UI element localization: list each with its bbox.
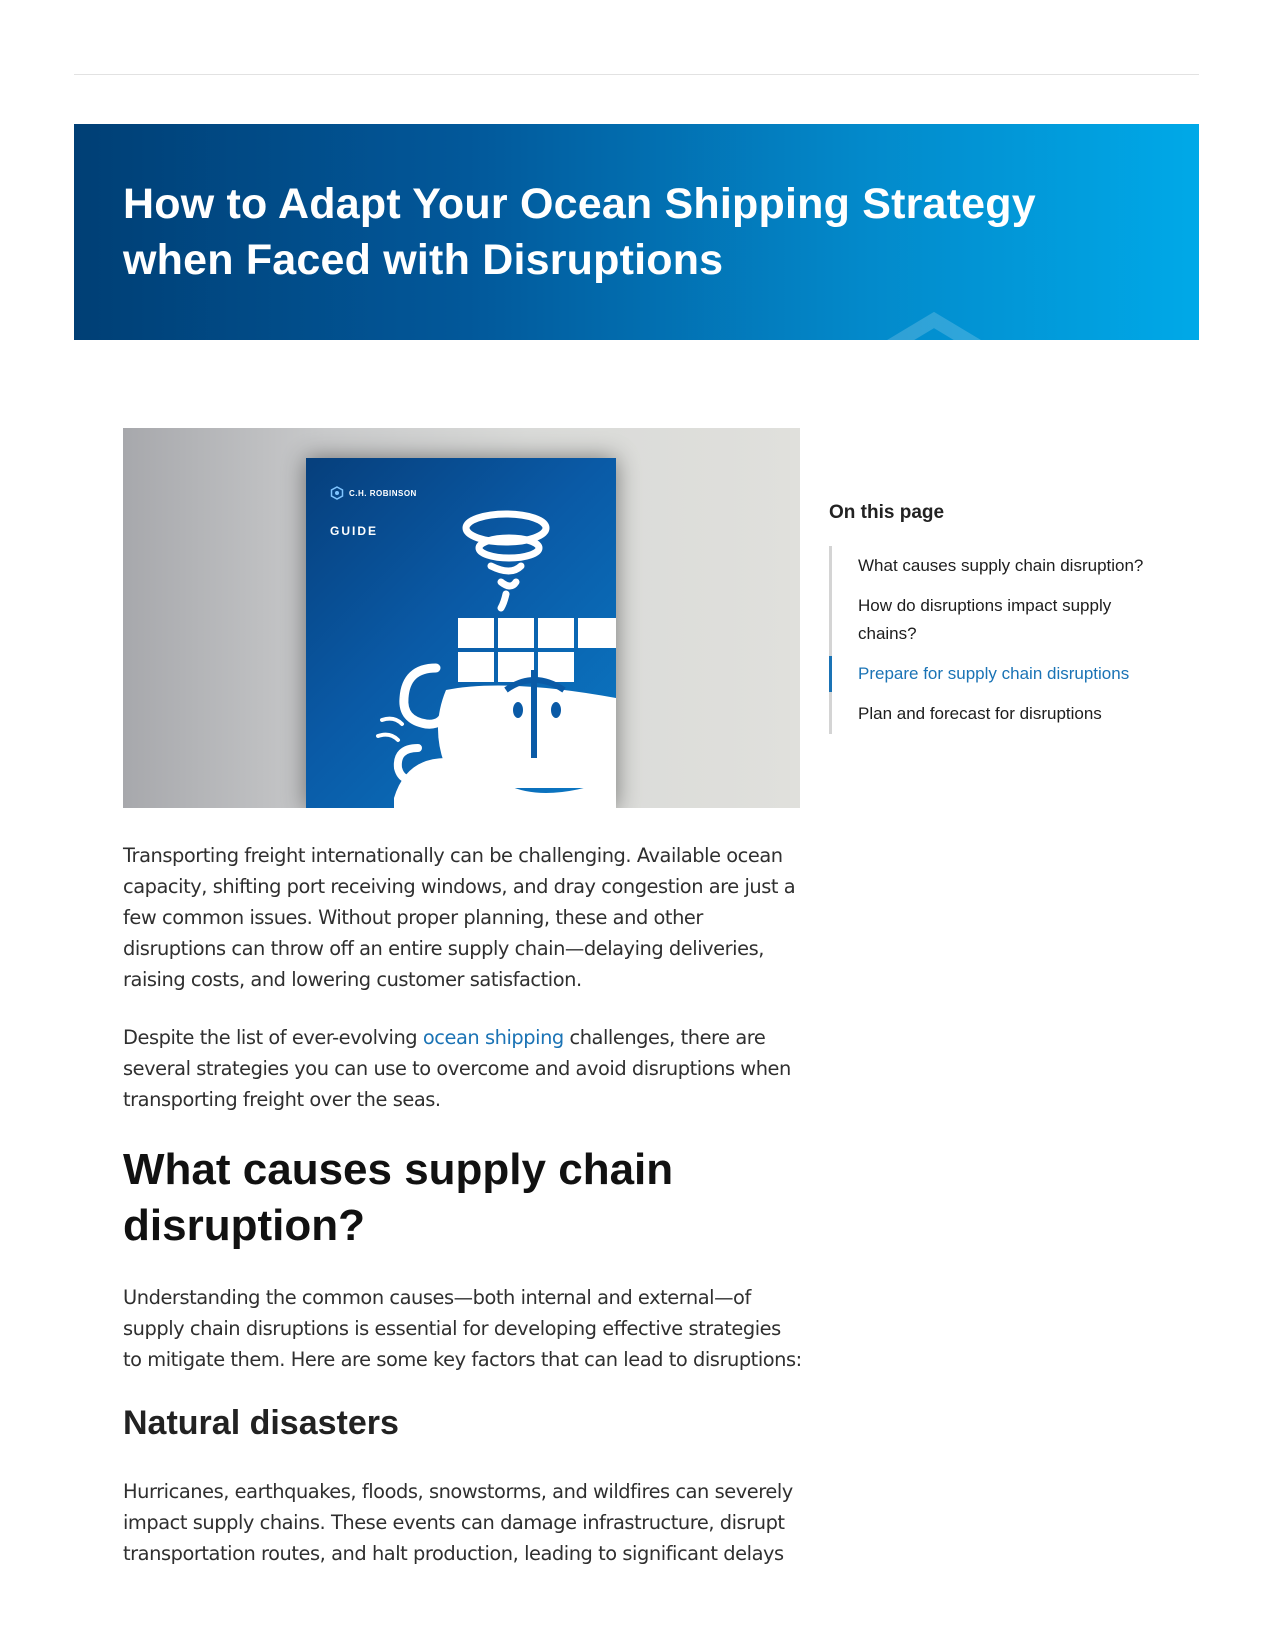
table-of-contents xyxy=(829,502,1169,734)
tornado-icon xyxy=(466,514,546,608)
toc-item-how-disruptions-impact[interactable]: How do disruptions impact supply chains? xyxy=(858,596,1112,643)
subheading-natural-disasters: Natural disasters xyxy=(123,1404,399,1442)
hero-banner xyxy=(74,124,1199,340)
section-heading-causes: What causes supply chain disruption? xyxy=(123,1145,674,1250)
strategies-paragraph xyxy=(123,1022,803,1115)
p2-text-after: challenges, there are several strategies you can use to overcome and avoid disruptions when transporting freight over the seas. xyxy=(123,1026,791,1111)
intro-paragraph-text: Transporting freight internationally can be challenging. Available ocean capacity, shifting port receiving windows, and dray congestion are just a few common issues. Without proper planning, these and other disruptions can throw off an entire supply chain—delaying deliveries, raising costs, and lowering customer satisfaction. xyxy=(123,844,796,991)
toc-list xyxy=(829,546,1169,734)
causes-paragraph xyxy=(123,1282,803,1375)
guide-illustration xyxy=(306,458,616,808)
toc-title: On this page xyxy=(829,502,945,523)
guide-label: GUIDE xyxy=(330,524,379,538)
ocean-shipping-link[interactable]: ocean shipping xyxy=(422,1026,564,1049)
toc-item-plan-forecast[interactable]: Plan and forecast for disruptions xyxy=(858,704,1102,723)
page-title: How to Adapt Your Ocean Shipping Strategy when Faced with Disruptions xyxy=(123,180,1036,284)
p2-text-before: Despite the list of ever-evolving xyxy=(123,1026,423,1049)
causes-paragraph-text: Understanding the common causes—both internal and external—of supply chain disruptions is essential for developing effective strategies to mitigate them. Here are some key factors that can lead to disruptions: xyxy=(123,1286,802,1371)
intro-paragraph xyxy=(123,840,803,995)
top-divider xyxy=(74,74,1199,75)
guide-book xyxy=(306,458,616,808)
brand-name: C.H. ROBINSON xyxy=(349,488,417,498)
natural-disasters-paragraph xyxy=(123,1476,813,1569)
strategies-paragraph-text xyxy=(123,1022,803,1115)
natural-disasters-paragraph-text: Hurricanes, earthquakes, floods, snowstorms, and wildfires can severely impact supply chains. These events can damage infrastructure, disrupt transportation routes, and halt production, leading to significant delays xyxy=(123,1480,793,1565)
guide-cover-image xyxy=(123,428,800,808)
toc-item-what-causes[interactable]: What causes supply chain disruption? xyxy=(858,556,1144,575)
chevron-up-icon xyxy=(884,310,984,340)
toc-item-prepare[interactable]: Prepare for supply chain disruptions xyxy=(858,654,1158,694)
